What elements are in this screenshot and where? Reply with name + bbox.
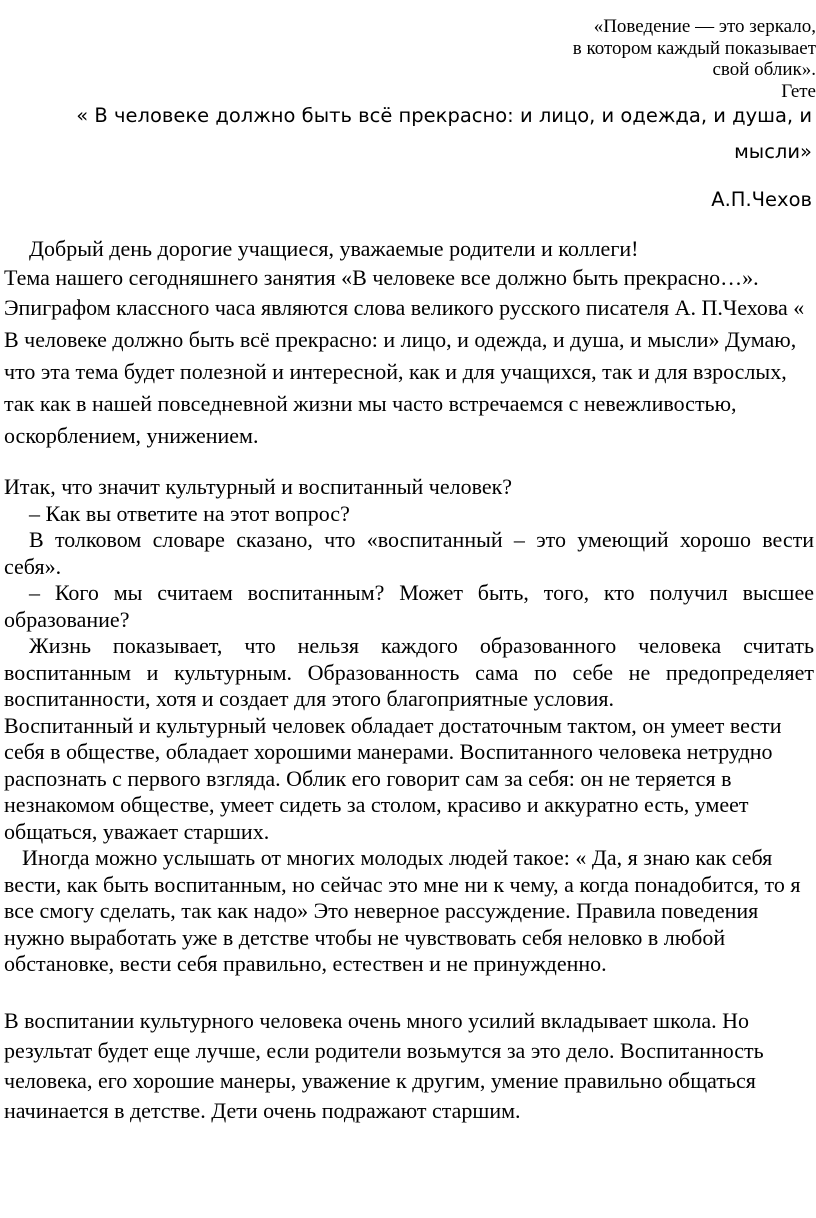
paragraph-dictionary: В толковом словаре сказано, что «воспитанный – это умеющий хорошо вести себя». bbox=[4, 527, 814, 579]
paragraph-epigraph-intro: Эпиграфом классного часа являются слова великого русского писателя А. П.Чехова « В человеке должно быть всё прекрасно: и лицо, и одежда, и душа, и мысли» Думаю, что эта тема будет полезной и интересной, как и для учащихся, так и для взрослых, так как в нашей повседневной жизни мы часто встречаемся с невежливостью, оскорблением, унижением. bbox=[4, 295, 805, 448]
paragraph-dialog-2: – Кого мы считаем воспитанным? Может быть, того, кто получил высшее образование? bbox=[4, 580, 814, 632]
epigraph-line: в котором каждый показывает bbox=[572, 37, 816, 59]
epigraph-line: «Поведение — это зеркало, bbox=[593, 16, 816, 37]
paragraph-topic: Тема нашего сегодняшнего занятия «В человеке все должно быть прекрасно…». bbox=[4, 265, 759, 290]
spacer bbox=[4, 978, 814, 1006]
spacer bbox=[4, 452, 814, 474]
paragraph-question: Итак, что значит культурный и воспитанный человек? bbox=[4, 474, 513, 499]
paragraph-young-people: Иногда можно услышать от многих молодых людей такое: « Да, я знаю как себя вести, как быть воспитанным, но сейчас это мне ни к чему, а когда понадобится, то я все смогу сделать, так как надо» Это неверное рассуждение. Правила поведения нужно выработать уже в детстве чтобы не чувствовать себя неловко в любой обстановке, вести себя правильно, естествен и не принужденно. bbox=[4, 845, 801, 976]
epigraph-chekhov bbox=[32, 98, 812, 218]
paragraph-school: В воспитании культурного человека очень много усилий вкладывает школа. Но результат будет еще лучше, если родители возьмутся за это дело. Воспитанность человека, его хорошие манеры, уважение к другим, умение правильно общаться начинается в детстве. Дети очень подражают старшим. bbox=[4, 1007, 764, 1123]
epigraph-quote: « В человеке должно быть всё прекрасно: и лицо, и одежда, и душа, и мысли» bbox=[76, 104, 812, 163]
epigraph-author: Гете bbox=[781, 80, 816, 102]
epigraph-line: свой облик». bbox=[712, 59, 816, 80]
paragraph-education: Жизнь показывает, что нельзя каждого образованного человека считать воспитанным и культурным. Образованность сама по себе не предопределяет воспитанности, хотя и создает для этого благоприятные условия. bbox=[4, 633, 814, 711]
paragraph-greeting: Добрый день дорогие учащиеся, уважаемые родители и коллеги! bbox=[29, 236, 639, 261]
document-body bbox=[4, 234, 814, 1126]
epigraph-goethe bbox=[573, 16, 816, 102]
epigraph-author: А.П.Чехов bbox=[711, 188, 812, 211]
paragraph-cultured-person: Воспитанный и культурный человек обладает достаточным тактом, он умеет вести себя в обществе, обладает хорошими манерами. Воспитанного человека нетрудно распознать с первого взгляда. Облик его говорит сам за себя: он не теряется в незнакомом обществе, умеет сидеть за столом, красиво и аккуратно есть, умеет общаться, уважает старших. bbox=[4, 712, 782, 844]
paragraph-dialog-1: – Как вы ответите на этот вопрос? bbox=[29, 500, 350, 526]
